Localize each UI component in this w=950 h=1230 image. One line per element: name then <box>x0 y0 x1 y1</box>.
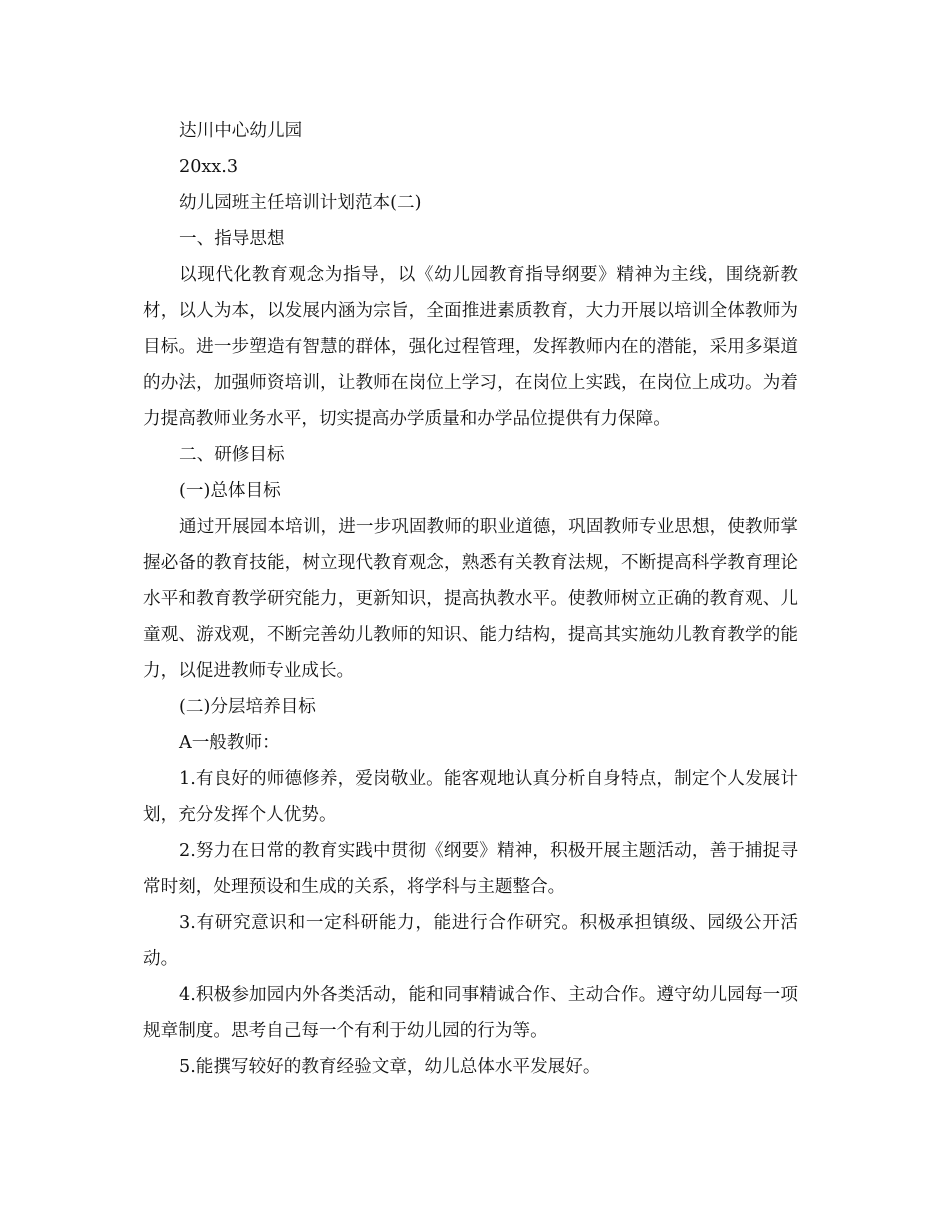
paragraph-overall-goal: 通过开展园本培训，进一步巩固教师的职业道德，巩固教师专业思想，使教师掌握必备的教育技能，树立现代教育观念，熟悉有关教育法规，不断提高科学教育理论水平和教育教学研究能力，更新知识，提高执教水平。使教师树立正确的教育观、儿童观、游戏观，不断完善幼儿教师的知识、能力结构，提高其实施幼儿教育教学的能力，以促进教师专业成长。 <box>143 517 798 681</box>
subheading-tiered-goals: (二)分层培养目标 <box>179 697 316 717</box>
document-title: 幼儿园班主任培训计划范本(二) <box>179 193 422 213</box>
list-item: 1.有良好的师德修养，爱岗敬业。能客观地认真分析自身特点，制定个人发展计划，充分发挥个人优势。 <box>143 769 798 825</box>
section-heading-guiding-thought: 一、指导思想 <box>179 229 285 249</box>
section-heading-training-goals: 二、研修目标 <box>179 445 285 465</box>
paragraph-guiding-thought: 以现代化教育观念为指导，以《幼儿园教育指导纲要》精神为主线，围绕新教材，以人为本，以发展内涵为宗旨，全面推进素质教育，大力开展以培训全体教师为目标。进一步塑造有智慧的群体，强化过程管理，发挥教师内在的潜能，采用多渠道的办法，加强师资培训，让教师在岗位上学习，在岗位上实践，在岗位上成功。为着力提高教师业务水平，切实提高办学质量和办学品位提供有力保障。 <box>143 265 798 429</box>
org-name: 达川中心幼儿园 <box>179 121 303 141</box>
list-item: 5.能撰写较好的教育经验文章，幼儿总体水平发展好。 <box>179 1057 601 1077</box>
subheading-overall-goal: (一)总体目标 <box>179 481 281 501</box>
document-page <box>143 113 798 1085</box>
document-date: 20xx.3 <box>179 157 239 177</box>
list-item: 3.有研究意识和一定科研能力，能进行合作研究。积极承担镇级、园级公开活动。 <box>143 913 798 969</box>
group-a-label: A一般教师： <box>179 733 280 753</box>
list-item: 4.积极参加园内外各类活动，能和同事精诚合作、主动合作。遵守幼儿园每一项规章制度。思考自己每一个有利于幼儿园的行为等。 <box>143 985 798 1041</box>
list-item: 2.努力在日常的教育实践中贯彻《纲要》精神，积极开展主题活动，善于捕捉寻常时刻，处理预设和生成的关系，将学科与主题整合。 <box>143 841 798 897</box>
